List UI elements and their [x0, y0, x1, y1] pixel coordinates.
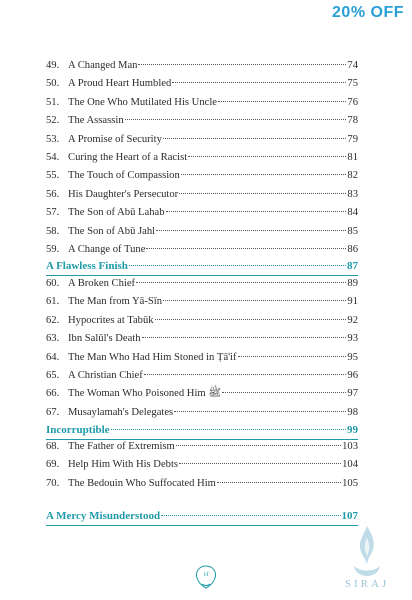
toc-section-heading: [46, 508, 358, 524]
toc-entry-page: 87: [347, 260, 358, 272]
toc-entry-page: 96: [347, 370, 358, 381]
dot-leader: [111, 422, 346, 430]
toc-entry-page: 74: [347, 60, 358, 71]
toc-entry-page: 107: [341, 510, 358, 522]
toc-entry-number: 68.: [46, 441, 60, 452]
toc-entry-page: 92: [347, 314, 358, 326]
toc-entry-number: 66.: [46, 388, 60, 400]
toc-entry-title: The Son of Abū Jahl: [68, 225, 156, 237]
toc-entry-number: 58.: [46, 225, 60, 237]
toc-entry-number: 64.: [46, 351, 60, 363]
toc-entry-page: 104: [342, 459, 358, 471]
toc-entry: [46, 167, 358, 183]
toc-entry-title: A Promise of Security: [68, 133, 162, 145]
toc-entry-page: 91: [347, 296, 358, 308]
toc-entry: [46, 385, 358, 401]
toc-entry-number: 70.: [46, 477, 60, 489]
toc-entry-number: 60.: [46, 278, 60, 289]
dot-leader: [163, 131, 347, 139]
toc-entry-number: 67.: [46, 406, 60, 418]
toc-entry-title: The One Who Mutilated His Uncle: [68, 96, 217, 108]
toc-entry: [46, 349, 358, 365]
toc-entry-number: 61.: [46, 296, 60, 308]
toc-entry: [46, 149, 358, 165]
page-number: vi: [203, 570, 209, 578]
toc-entry-page: 103: [342, 441, 358, 452]
dot-leader: [176, 438, 341, 446]
dot-leader: [181, 167, 347, 175]
dot-leader: [155, 312, 347, 320]
toc-entry: [46, 186, 358, 202]
dot-leader: [222, 385, 346, 393]
dot-leader: [174, 404, 346, 412]
toc-entry-title: A Mercy Misunderstood: [46, 510, 161, 522]
dot-leader: [142, 330, 347, 338]
toc-entry-number: 50.: [46, 78, 60, 90]
toc-entry-page: 78: [347, 115, 358, 127]
toc-entry: [46, 131, 358, 147]
dot-leader: [217, 475, 341, 483]
toc-entry-title: Ibn Salūl's Death: [68, 333, 141, 345]
toc-entry-page: 97: [347, 388, 358, 400]
toc-entry-title: Incorruptible: [46, 424, 110, 436]
dot-leader: [238, 349, 347, 357]
toc-entry-number: 69.: [46, 459, 60, 471]
dot-leader: [129, 258, 346, 266]
toc-entry-number: 54.: [46, 152, 60, 163]
toc-entry-title: A Changed Man: [68, 60, 138, 71]
dot-leader: [166, 204, 347, 212]
dot-leader: [136, 275, 346, 283]
toc-entry-title: The Man from Yā-Sīn: [68, 296, 163, 308]
toc-entry-page: 99: [347, 424, 358, 436]
toc-entry: [46, 241, 358, 257]
dot-leader: [163, 293, 346, 301]
toc-entry-title: A Proud Heart Humbled: [68, 78, 172, 90]
toc-entry: [46, 367, 358, 383]
toc-entry: [46, 475, 358, 491]
toc-entry: [46, 312, 358, 328]
discount-badge: 20% OFF: [332, 4, 404, 21]
toc-entry-page: 79: [347, 133, 358, 145]
dot-leader: [179, 186, 346, 194]
toc-entry-page: 85: [347, 225, 358, 237]
toc-entry-title: Curing the Heart of a Racist: [68, 152, 188, 163]
dot-leader: [146, 241, 346, 249]
toc-entry-page: 105: [342, 477, 358, 489]
toc-entry-page: 75: [347, 78, 358, 90]
toc-entry-page: 98: [347, 406, 358, 418]
toc-entry-number: 59.: [46, 244, 60, 255]
toc-entry-page: 86: [347, 244, 358, 255]
toc-entry: [46, 456, 358, 472]
toc-entry-page: 93: [347, 333, 358, 345]
toc-section-heading: [46, 258, 358, 274]
toc-entry-title: A Flawless Finish: [46, 260, 128, 272]
toc-entry: [46, 293, 358, 309]
toc-entry-title: A Christian Chief: [68, 370, 143, 381]
dot-leader: [125, 112, 347, 120]
toc-entry: [46, 330, 358, 346]
toc-entry: [46, 57, 358, 73]
toc-entry: [46, 438, 358, 454]
toc-entry: [46, 223, 358, 239]
dot-leader: [179, 456, 341, 464]
page-folio: [193, 564, 219, 590]
toc-entry-title: The Woman Who Poisoned Him ﷺ: [68, 388, 222, 400]
toc-entry-title: The Father of Extremism: [68, 441, 175, 452]
toc-entry-page: 76: [347, 96, 358, 108]
publisher-logo-text: SIRAJ: [344, 578, 390, 590]
toc-entry-title: Musaylamah's Delegates: [68, 406, 174, 418]
dot-leader: [188, 149, 346, 157]
dot-leader: [138, 57, 346, 65]
section-rule: [46, 525, 358, 526]
toc-entry-title: His Daughter's Persecutor: [68, 188, 179, 200]
toc-entry-page: 95: [347, 351, 358, 363]
toc-entry-title: The Bedouin Who Suffocated Him: [68, 477, 216, 489]
toc-entry: [46, 112, 358, 128]
toc-entry-page: 81: [347, 152, 358, 163]
toc-entry: [46, 75, 358, 91]
toc-entry-title: A Change of Tune: [68, 244, 146, 255]
toc-entry-number: 51.: [46, 96, 60, 108]
toc-entry-number: 63.: [46, 333, 60, 345]
toc-entry-number: 56.: [46, 188, 60, 200]
toc-entry-page: 82: [347, 170, 358, 182]
dot-leader: [144, 367, 347, 375]
toc-entry: [46, 404, 358, 420]
toc-entry-page: 89: [347, 278, 358, 289]
dot-leader: [218, 94, 346, 102]
toc-entry-title: Help Him With His Debts: [68, 459, 179, 471]
toc-entry-page: 83: [347, 188, 358, 200]
toc-entry-title: The Son of Abū Lahab: [68, 207, 165, 219]
toc-entry-number: 57.: [46, 207, 60, 219]
dot-leader: [161, 508, 340, 516]
toc-entry-page: 84: [347, 207, 358, 219]
toc-entry: [46, 204, 358, 220]
toc-entry-number: 65.: [46, 370, 60, 381]
toc-entry-number: 52.: [46, 115, 60, 127]
toc-entry-number: 55.: [46, 170, 60, 182]
toc-entry: [46, 275, 358, 291]
toc-entry-title: The Touch of Compassion: [68, 170, 180, 182]
toc-entry-number: 49.: [46, 60, 60, 71]
toc-section-heading: [46, 422, 358, 438]
toc-entry-title: A Broken Chief: [68, 278, 136, 289]
dot-leader: [156, 223, 346, 231]
dot-leader: [172, 75, 346, 83]
toc-entry-title: The Man Who Had Him Stoned in Ṭā'if: [68, 351, 237, 363]
toc-entry-number: 62.: [46, 314, 60, 326]
toc-entry-title: Hypocrites at Tabūk: [68, 314, 154, 326]
toc-entry-number: 53.: [46, 133, 60, 145]
toc-entry: [46, 94, 358, 110]
toc-entry-title: The Assassin: [68, 115, 124, 127]
